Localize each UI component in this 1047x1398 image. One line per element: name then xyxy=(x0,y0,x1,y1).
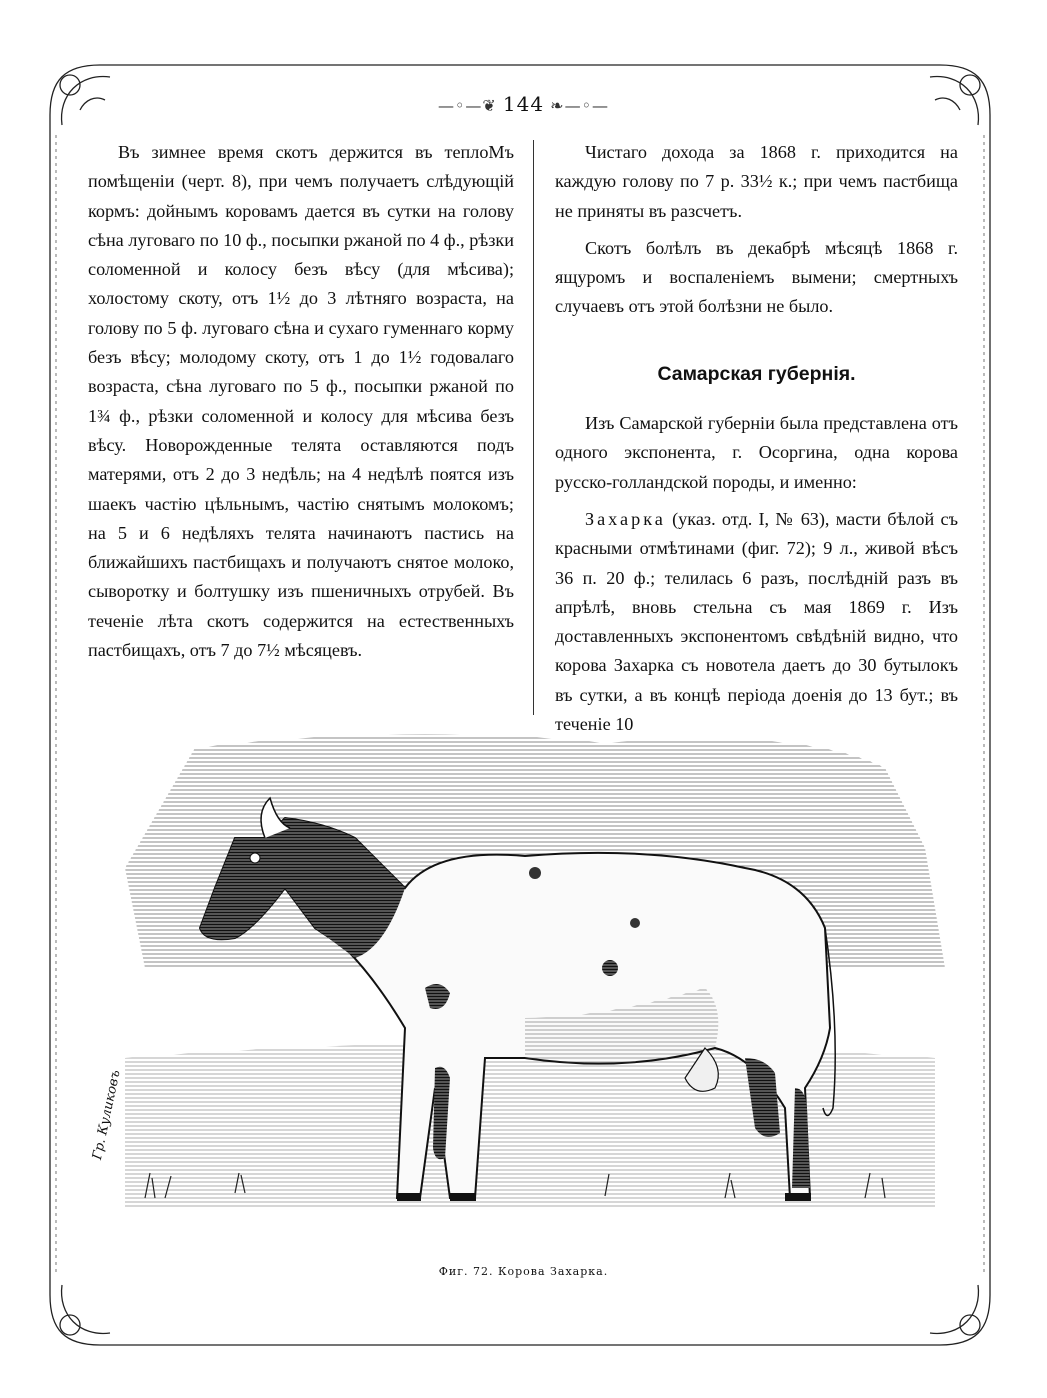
cow-illustration xyxy=(105,728,955,1238)
right-paragraph-zakharka xyxy=(555,505,958,739)
column-divider xyxy=(533,140,534,715)
left-column xyxy=(88,138,514,665)
engraver-signature: Гр. Куликовъ xyxy=(90,1068,124,1162)
right-paragraph-disease: Скотъ болѣлъ въ декабрѣ мѣсяцѣ 1868 г. ящуромъ и воспаленіемъ вымени; смертныхъ случаевъ отъ этой болѣзни не было. xyxy=(555,237,958,317)
right-column xyxy=(555,138,958,739)
left-paragraph: Въ зимнее время скотъ держится въ теплоМъ помѣщеніи (черт. 8), при чемъ получаетъ слѣдующій кормъ: дойнымъ коровамъ дается въ сутки на голову сѣна луговаго по 10 ф., посыпки ржаной по 4 ф., рѣзки соломенной и колосу безъ вѣсу (для мѣсива); холостому скоту, отъ 1½ до 3 лѣтняго возраста, на голову по 5 ф. луговаго сѣна и сухаго гуменнаго корму безъ вѣсу; молодому скоту, отъ 1 до 1½ годовалаго возраста, сѣна луговаго по 5 ф., посыпки ржаной по 1¾ ф., рѣзки соломенной и колосу для мѣсива безъ вѣсу. Новорожденные телята оставляются подъ матерями, отъ 2 до 3 недѣль; на 4 недѣлѣ поятся изъ шаекъ частію цѣльнымъ, частію снятымъ молокомъ; на 5 и 6 недѣляхъ телята начинаютъ пастись на ближайшихъ пастбищахъ и получаютъ снятое молоко, сыворотку и болтушку изъ пшеничныхъ отрубей. Въ теченіе лѣта скотъ содержится на естественныхъ пастбищахъ, отъ 7 до 7½ мѣсяцевъ. xyxy=(88,142,514,661)
page-number-header xyxy=(0,92,1047,116)
left-ornament-icon: —◦—❦ xyxy=(437,96,503,115)
figure-caption: Фиг. 72. Корова Захарка. xyxy=(438,1265,609,1278)
cow-engraving xyxy=(90,728,955,1238)
right-ornament-icon: ❧—◦— xyxy=(544,96,610,115)
section-title: Самарская губернія. xyxy=(657,362,856,385)
page-number: 144 xyxy=(502,92,545,116)
cow-name: Захарка xyxy=(585,508,666,529)
cow-description: (указ. отд. I, № 63), масти бѣлой съ красными отмѣтинами (фиг. 72); 9 л., живой вѣсъ 36 п. 20 ф.; телилась 6 разъ, послѣдній разъ въ апрѣлѣ, вновь стельна съ мая 1869 г. Изъ доставленныхъ экспонентомъ свѣдѣній видно, что корова Захарка съ новотела даетъ до 30 бутылокъ въ сутки, а въ концѣ періода доенія до 13 бут.; въ теченіе 10 xyxy=(555,508,958,735)
right-paragraph-income: Чистаго дохода за 1868 г. приходится на каждую голову по 7 р. 33½ к.; при чемъ пастбища не приняты въ разсчетъ. xyxy=(555,142,958,221)
right-paragraph-samara: Изъ Самарской губерніи была представлена отъ одного экспонента, г. Осоргина, одна корова русско-голландской породы, и именно: xyxy=(555,413,958,492)
